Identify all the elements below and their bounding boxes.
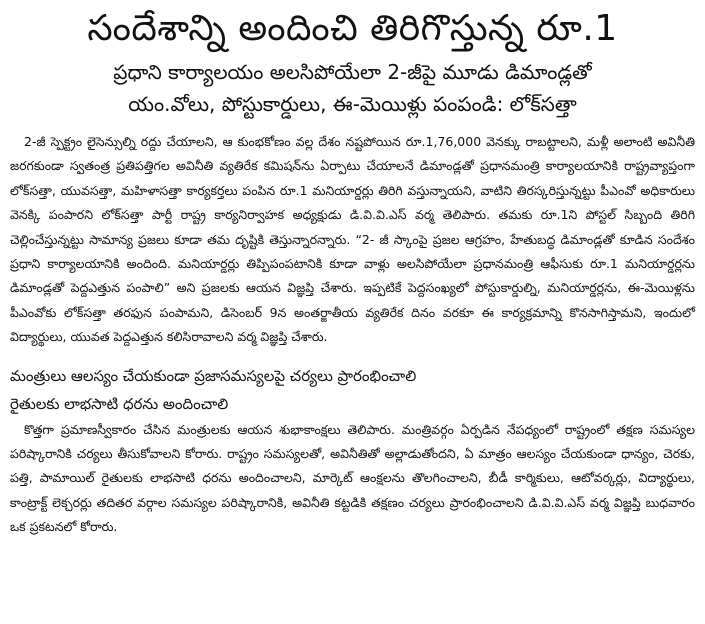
section-heading-1: మంత్రులు ఆలస్యం చేయకుండా ప్రజాసమస్యలపై చర్యలు ప్రారంభించాలి (10, 366, 417, 385)
section-heading-2: రైతులకు లాభసాటి ధరను అందించాలి (10, 394, 229, 413)
subheading-block (10, 56, 695, 120)
article-paragraph-1: 2-జీ స్పెక్ట్రం లైసెన్సుల్ని రద్దు చేయాలని, ఆ కుంభకోణం వల్ల దేశం నష్టపోయిన రూ.1,76,000 వెనక్కు రాబట్టాలని, మళ్లీ అలాంటి అవినీతి జరగకుండా స్వతంత్ర ప్రతిపత్తిగల అవినీతి వ్యతిరేక కమిషన్‌ను ఏర్పాటు చేయాలనే డిమాండ్లతో ప్రధానమంత్రి కార్యాలయానికి రాష్ట్రవ్యాప్తంగా లోక్‌సత్తా, యువసత్తా, మహిళాసత్తా కార్యకర్తలు పంపిన రూ.1 మనియార్డర్లు తిరిగి వస్తున్నాయని, వాటిని తిరస్కరిస్తున్నట్టు పీఎంవో అధికారులు వెనక్కి పంపారని లోక్‌సత్తా పార్టీ రాష్ట్ర కార్యనిర్వాహక అధ్యక్షుడు డి.వి.వి.ఎస్ వర్మ తెలిపారు. తమకు రూ.1ని పోస్టల్ సిబ్బంది తిరిగి చెల్లించేస్తున్నట్టు సామాన్య ప్రజలు కూడా తమ దృష్టికి తెస్తున్నారన్నారు. “2- జీ స్కాంపై ప్రజల ఆగ్రహం, హేతుబద్ధ డిమాండ్లతో కూడిన సందేశం ప్రధాని కార్యాలయానికి అందింది. మనియార్డర్లు తిప్పిపంపటానికి కూడా వాళ్లు అలసిపోయేలా ప్రధానమంత్రి ఆఫీసుకు రూ.1 మనియార్డర్లను డిమాండ్లతో పెద్దఎత్తున పంపాలి” అని ప్రజలకు ఆయన విజ్ఞప్తి చేశారు. ఇప్పటికే పెద్దసంఖ్యలో పోస్టుకార్డుల్ని, మనియార్డర్లను, ఈ-మెయిళ్లను పీఎంవోకు లోక్‌సత్తా తరఫున పంపామని, డిసెంబర్ 9న అంతర్జాతీయ వ్యతిరేక దినం వరకూ ఈ కార్యక్రమాన్ని కొనసాగిస్తామని, ఇందులో విద్యార్థులు, యువత పెద్దఎత్తున కలిసిరావాలని వర్మ విజ్ఞప్తి చేశారు. (10, 134, 695, 345)
section-heading-block (10, 362, 695, 418)
article-paragraph-2: కొత్తగా ప్రమాణస్వీకారం చేసిన మంత్రులకు ఆయన శుభాకాంక్షలు తెలిపారు. మంత్రివర్గం ఏర్పడిన నేపధ్యంలో రాష్ట్రంలో తక్షణ సమస్యల పరిష్కారానికి చర్యలు తీసుకోవాలని కోరారు. రాష్ట్రం సమస్యలతో, అవినీతితో అల్లాడుతోందని, ఏ మాత్రం ఆలస్యం చేయకుండా ధాన్యం, చెరకు, పత్తి, పామాయిల్ రైతులకు లాభసాటి ధరను అందించాలని, మార్కెట్ ఆంక్షలను తొలగించాలని, బీడీ కార్మికులు, ఆటోవర్కర్లు, విద్యార్థులు, కాంట్రాక్ట్ లెక్చరర్లు తదితర వర్గాల సమస్యల పరిష్కారానికి, అవినీతి కట్టడికి తక్షణం చర్యలు ప్రారంభించాలని డి.వి.వి.ఎస్ వర్మ విజ్ఞప్తి బుధవారం ఒక ప్రకటనలో కోరారు. (10, 421, 695, 535)
subheading-2: యం.వోలు, పోస్టుకార్డులు, ఈ-మెయిళ్లు పంపండి: లోక్‌సత్తా (128, 92, 577, 116)
article-headline: సందేశాన్ని అందించి తిరిగొస్తున్న రూ.1 (87, 8, 618, 49)
subheading-1: ప్రధాని కార్యాలయం అలసిపోయేలా 2-జీపై మూడు డిమాండ్లతో (113, 60, 592, 84)
